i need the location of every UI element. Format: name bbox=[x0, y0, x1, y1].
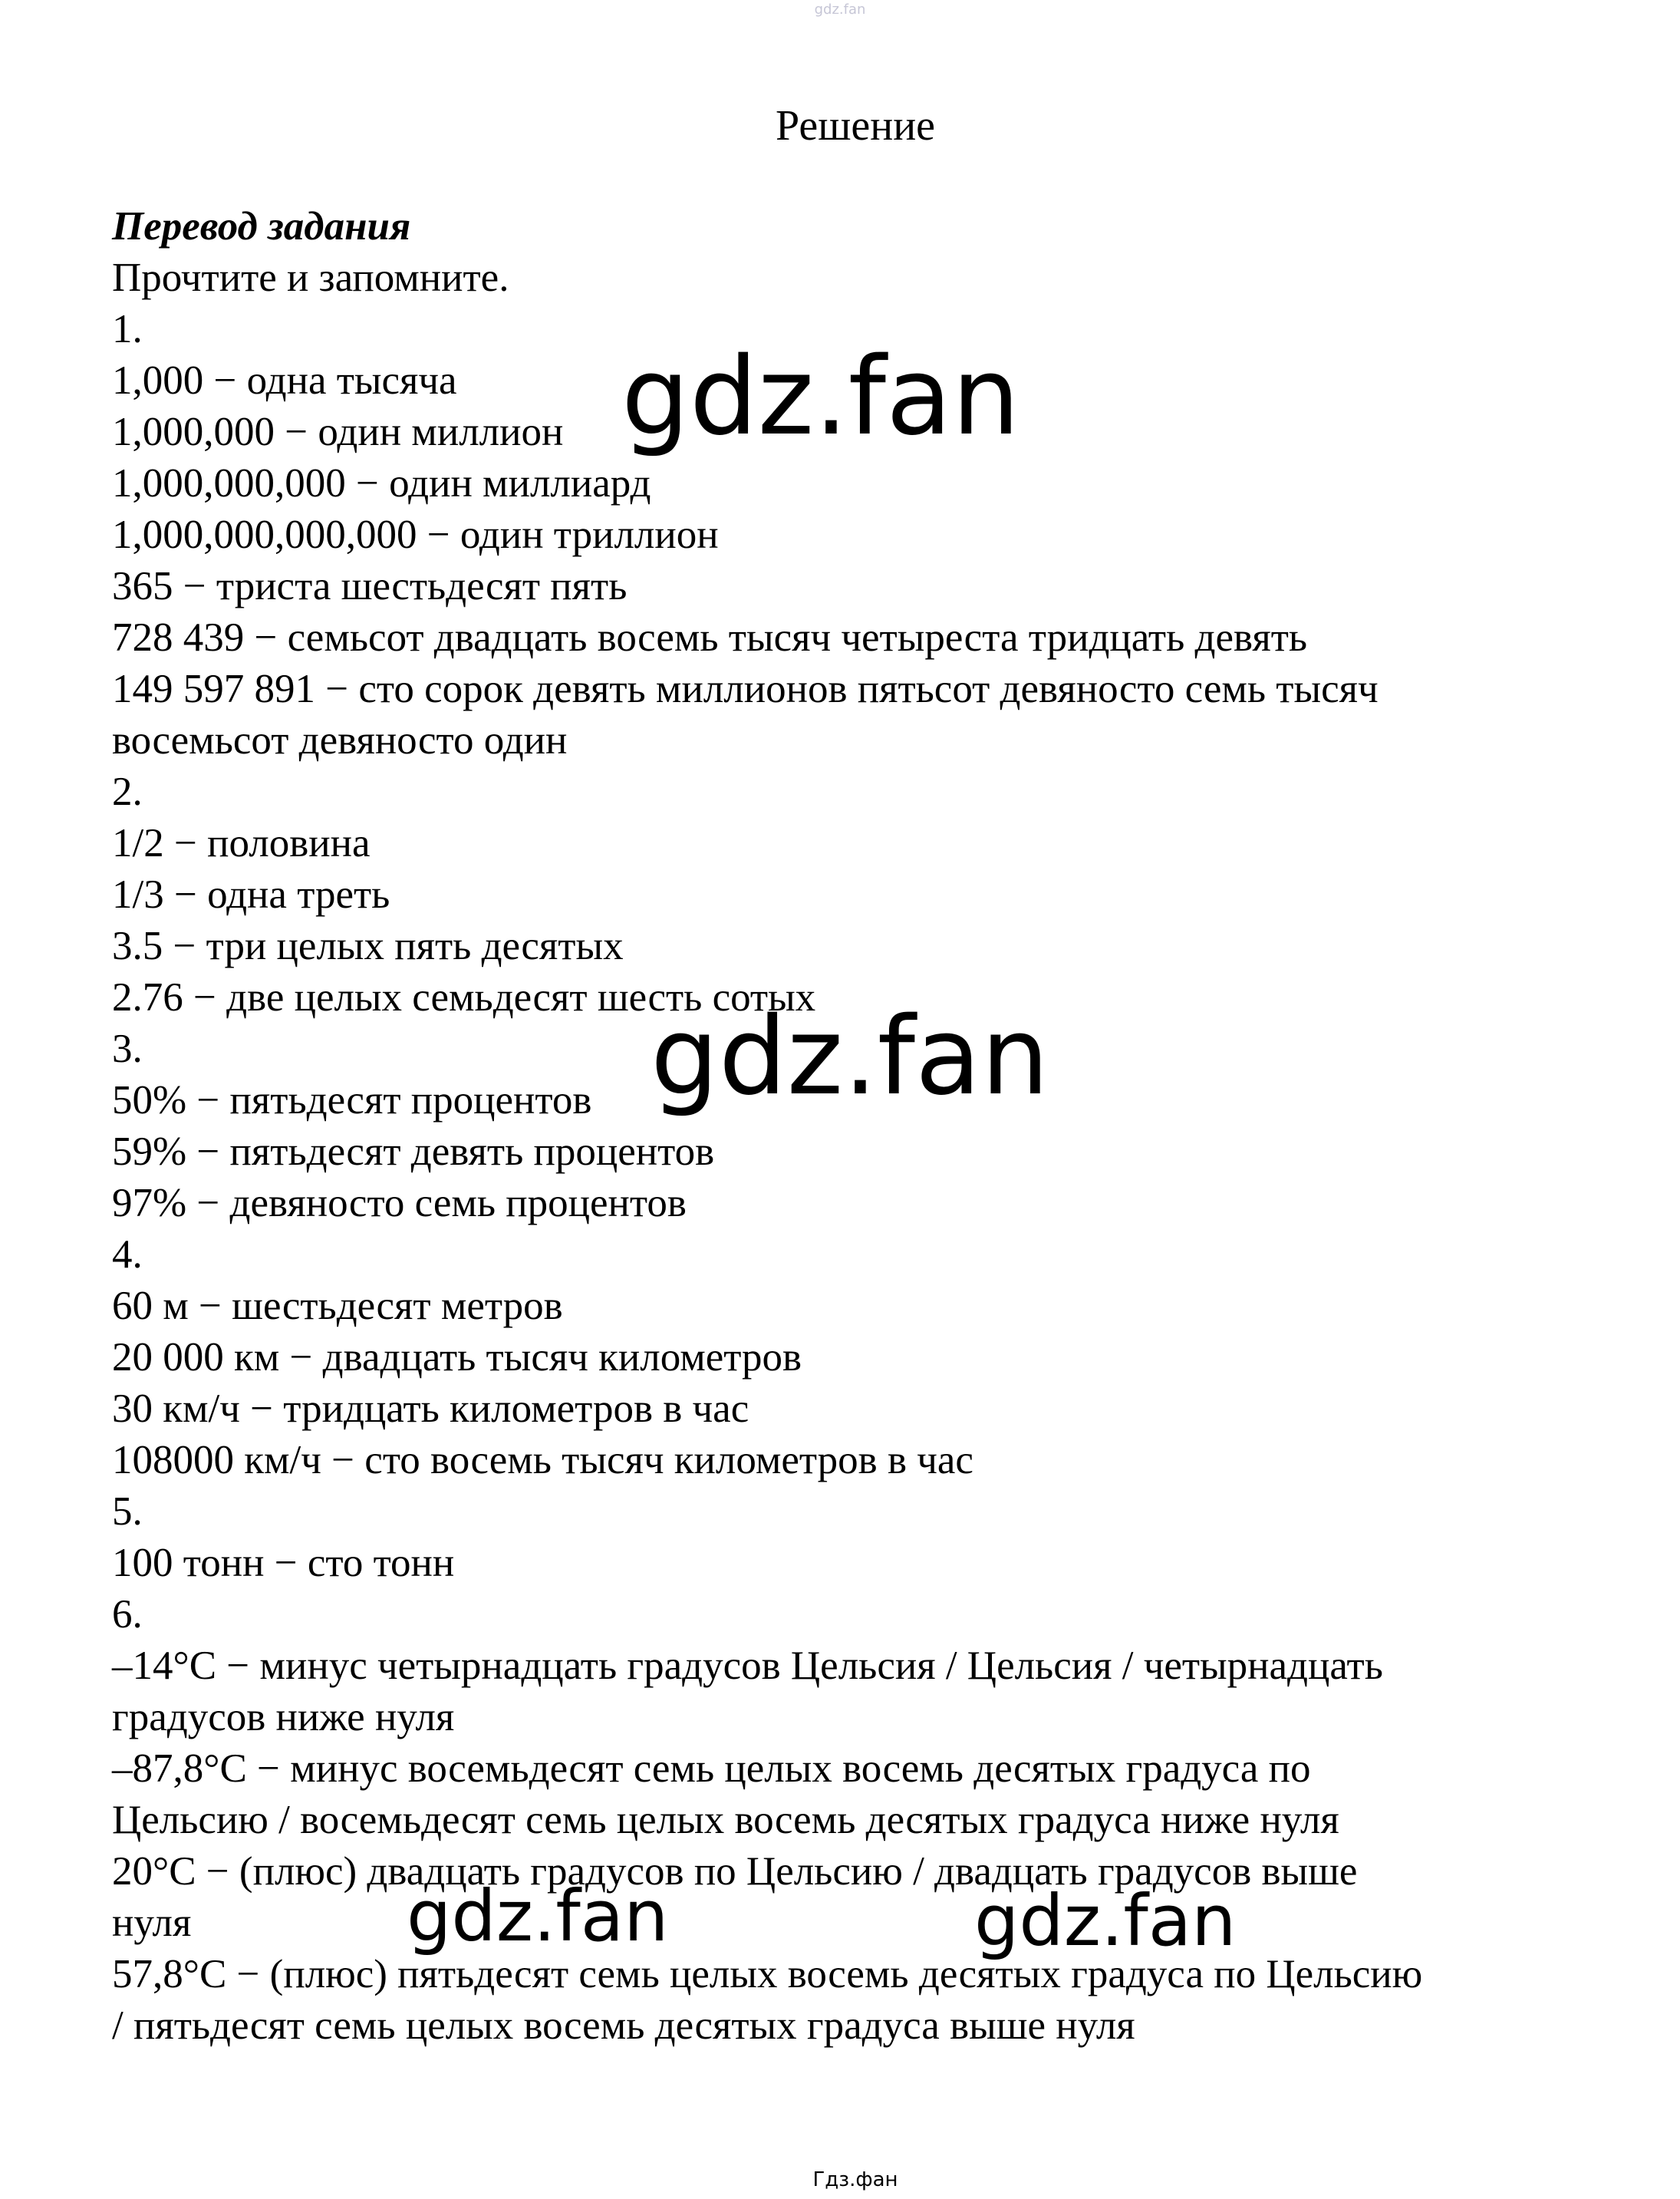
section-number: 1. bbox=[112, 307, 143, 351]
text-line: 20°С − (плюс) двадцать градусов по Цельсию / двадцать градусов выше bbox=[112, 1849, 1358, 1894]
text-line: Прочтите и запомните. bbox=[112, 256, 509, 300]
text-line: 1/3 − одна треть bbox=[112, 872, 390, 917]
text-line: 30 км/ч − тридцать километров в час bbox=[112, 1386, 749, 1431]
text-line: 60 м − шестьдесят метров bbox=[112, 1284, 563, 1328]
text-line: –14°С − минус четырнадцать градусов Цельсия / Цельсия / четырнадцать bbox=[112, 1643, 1383, 1688]
watermark: gdz.fan bbox=[407, 1875, 669, 1957]
document-body bbox=[112, 201, 1639, 2052]
text-line: –87,8°С − минус восемьдесят семь целых восемь десятых градуса по bbox=[112, 1746, 1311, 1791]
section-number: 3. bbox=[112, 1027, 143, 1071]
section-number: 4. bbox=[112, 1232, 143, 1277]
watermark: gdz.fan bbox=[621, 335, 1020, 460]
text-line: 100 тонн − сто тонн bbox=[112, 1541, 455, 1585]
header-mark: gdz.fan bbox=[814, 2, 866, 18]
task-translation-title: Перевод задания bbox=[112, 204, 411, 249]
watermark: gdz.fan bbox=[651, 994, 1049, 1119]
text-line: 50% − пятьдесят процентов bbox=[112, 1078, 592, 1123]
text-line: градусов ниже нуля bbox=[112, 1695, 455, 1739]
text-line: 149 597 891 − сто сорок девять миллионов пятьсот девяносто семь тысяч bbox=[112, 667, 1379, 711]
section-number: 2. bbox=[112, 770, 143, 814]
section-number: 5. bbox=[112, 1489, 143, 1534]
text-line: Цельсию / восемьдесят семь целых восемь десятых градуса ниже нуля bbox=[112, 1798, 1339, 1842]
text-line: / пятьдесят семь целых восемь десятых градуса выше нуля bbox=[112, 2003, 1135, 2048]
text-line: 365 − триста шестьдесят пять bbox=[112, 564, 628, 608]
text-line: 20 000 км − двадцать тысяч километров bbox=[112, 1335, 802, 1380]
text-line: 108000 км/ч − сто восемь тысяч километров в час bbox=[112, 1438, 973, 1482]
text-line: 1,000,000 − один миллион bbox=[112, 410, 564, 454]
watermark: gdz.fan bbox=[974, 1880, 1237, 1962]
section-number: 6. bbox=[112, 1592, 143, 1637]
text-line: 1,000,000,000,000 − один триллион bbox=[112, 513, 719, 557]
text-line: 57,8°С − (плюс) пятьдесят семь целых восемь десятых градуса по Цельсию bbox=[112, 1952, 1423, 1996]
text-line: 1/2 − половина bbox=[112, 821, 371, 865]
text-line: 1,000 − одна тысяча bbox=[112, 358, 457, 403]
text-line: 728 439 − семьсот двадцать восемь тысяч четыреста тридцать девять bbox=[112, 615, 1308, 660]
text-line: восемьсот девяносто один bbox=[112, 718, 568, 763]
page-footer: Гдз.фан bbox=[812, 2168, 898, 2191]
page-heading: Решение bbox=[775, 102, 936, 150]
text-line: 2.76 − две целых семьдесят шесть сотых bbox=[112, 975, 816, 1020]
text-line: нуля bbox=[112, 1901, 192, 1945]
text-line: 97% − девяносто семь процентов bbox=[112, 1181, 687, 1225]
text-line: 59% − пятьдесят девять процентов bbox=[112, 1129, 715, 1174]
text-line: 3.5 − три целых пять десятых bbox=[112, 924, 624, 968]
text-line: 1,000,000,000 − один миллиард bbox=[112, 461, 651, 506]
